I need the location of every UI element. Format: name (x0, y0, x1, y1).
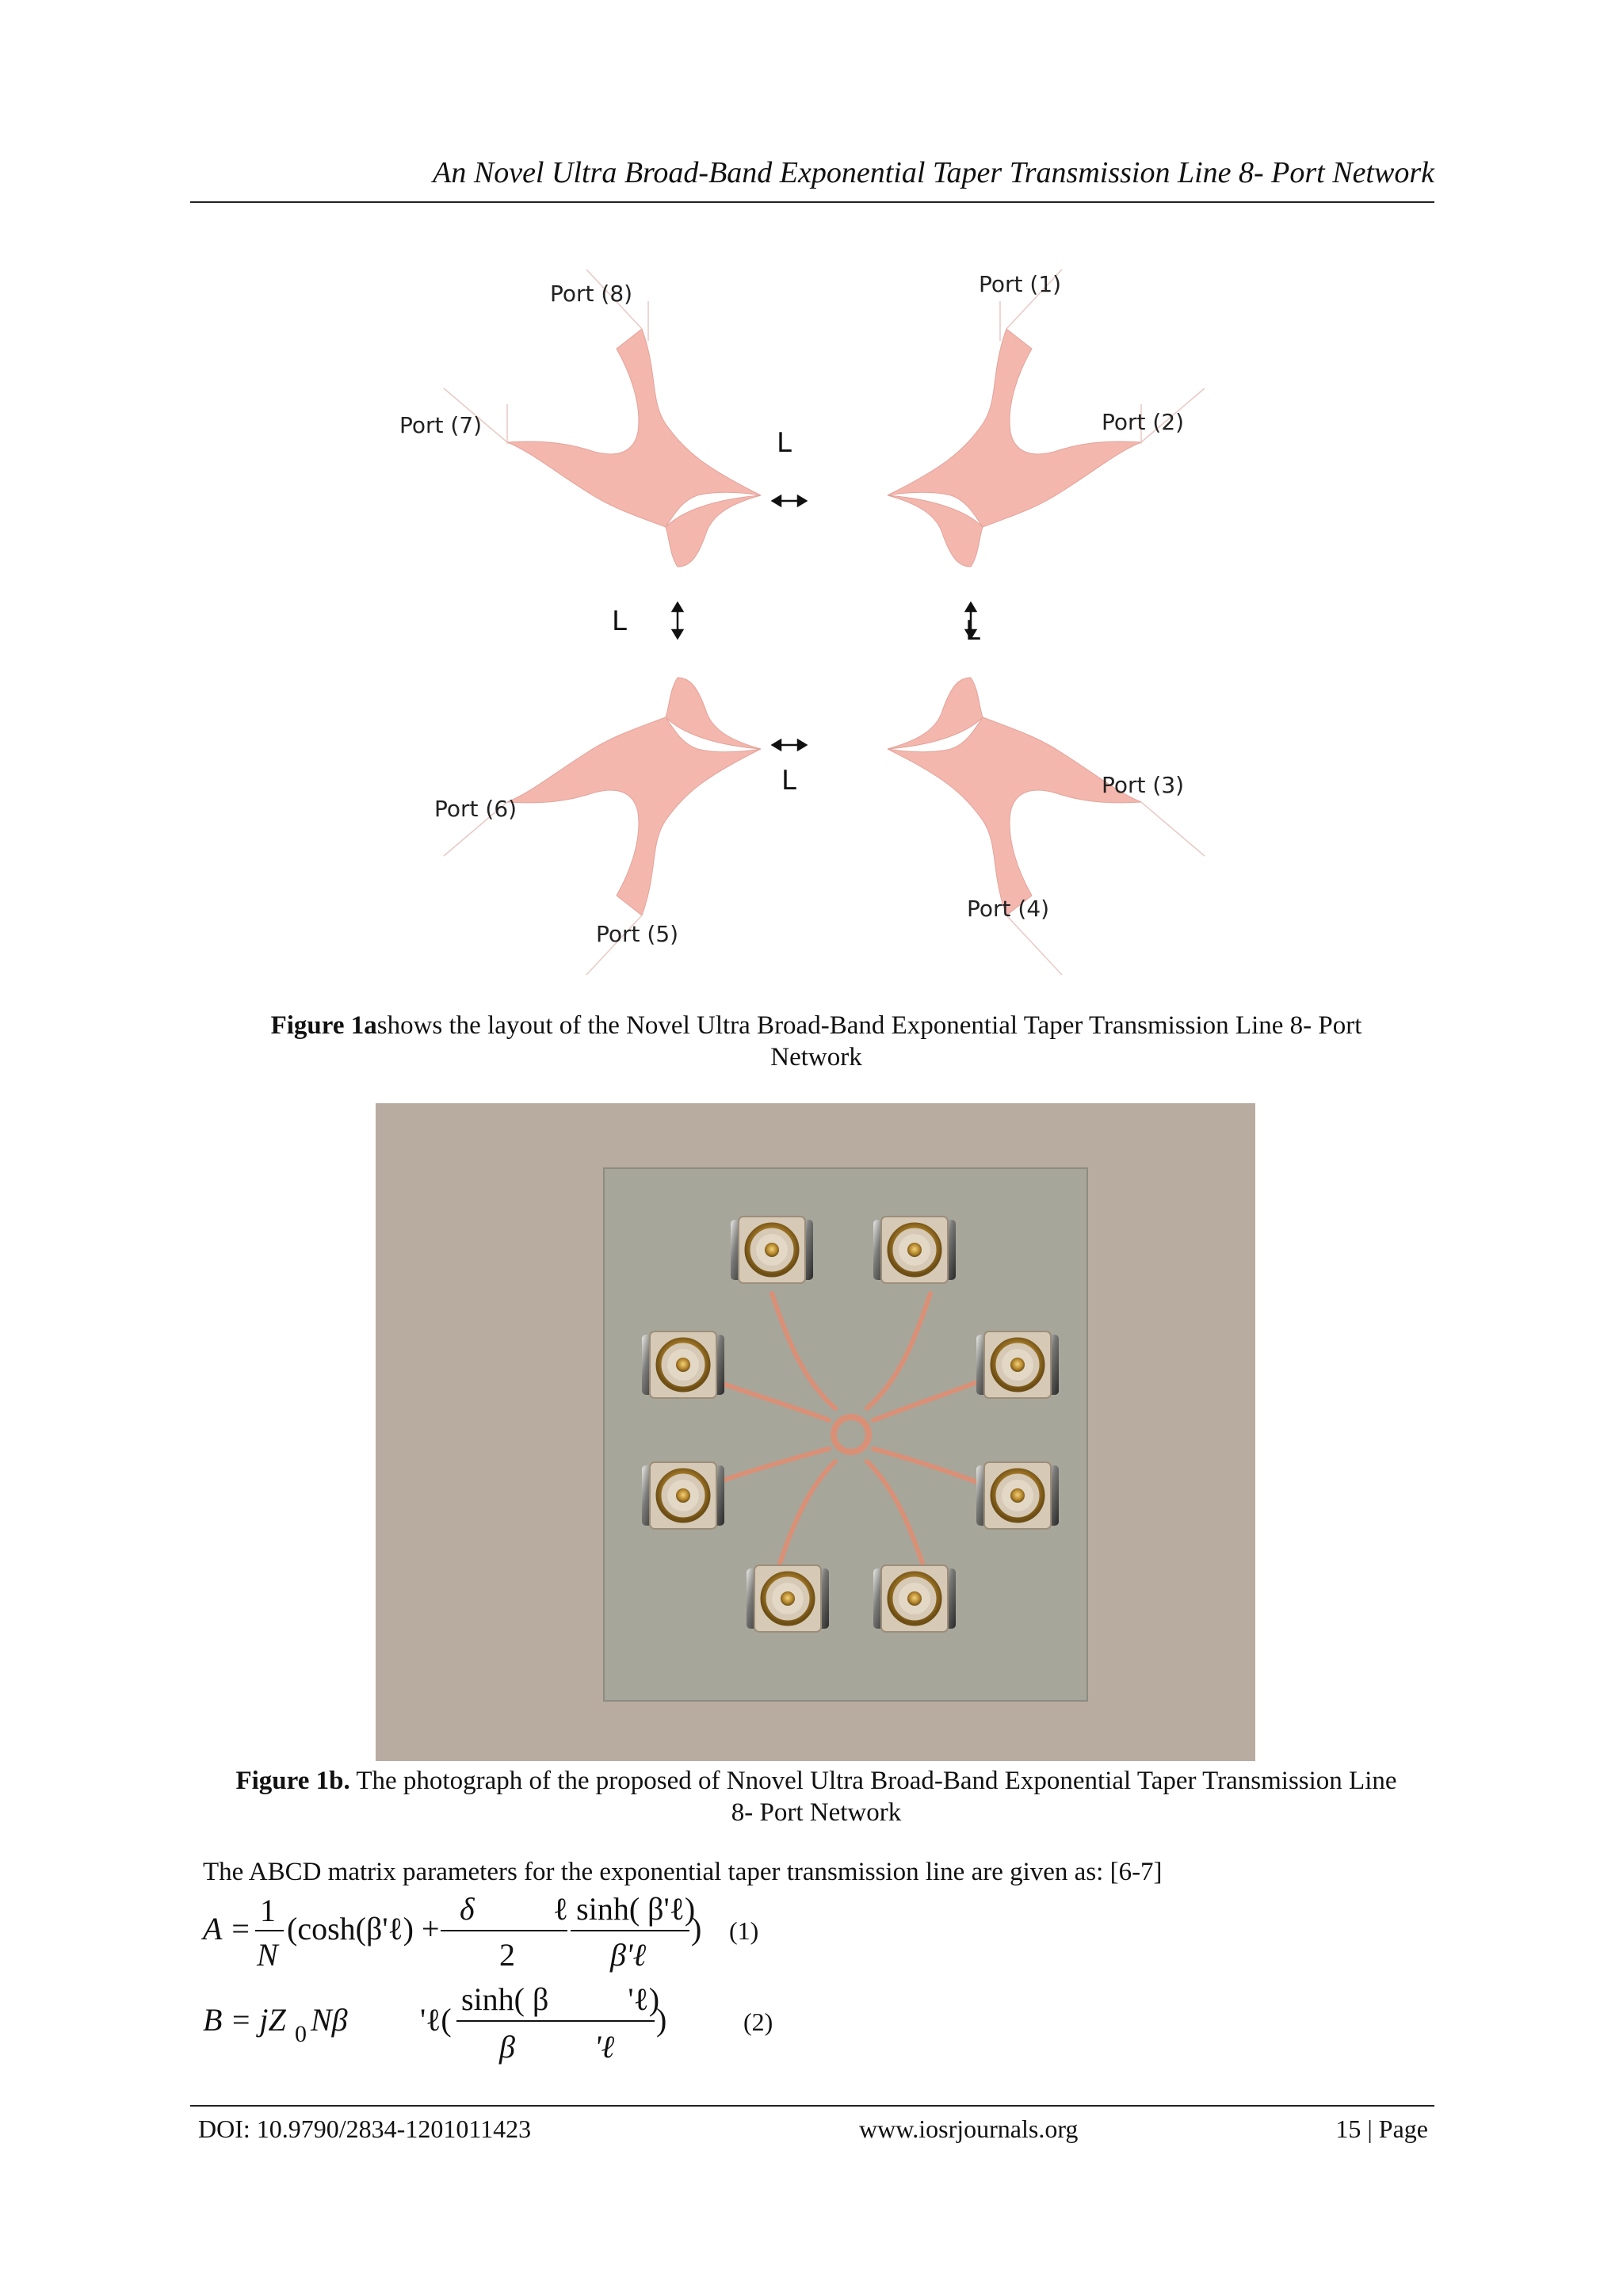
port-reference-lines (444, 269, 1205, 975)
port-label-2: Port (2) (1102, 409, 1185, 435)
gap-label-left: L (612, 606, 627, 637)
gap-arrows (673, 496, 976, 750)
eq1-term1: (cosh(β'ℓ) + (287, 1911, 440, 1946)
caption-1b-text: The photograph of the proposed of Nnovel Ultra Broad-Band Exponential Taper Transmission Line (349, 1767, 1397, 1795)
port-label-5: Port (5) (596, 921, 679, 947)
port-label-7: Port (7) (399, 412, 483, 438)
caption-1b-label: Figure 1b. (235, 1767, 350, 1795)
port-label-3: Port (3) (1102, 772, 1185, 798)
eq1-number: (1) (729, 1916, 759, 1945)
eq1-frac3-num: ℓ sinh( β'ℓ) (553, 1894, 696, 1927)
eq1-frac1-den: N (257, 1937, 278, 1973)
figure-1a-caption (222, 1010, 1411, 1073)
eq2-sub: 0 (295, 2021, 307, 2047)
eq1-lhs: A = (203, 1911, 251, 1946)
figure-1a-layout (396, 254, 1252, 983)
figure-1b-photograph (376, 1103, 1255, 1761)
eq2-close: ) (656, 2002, 667, 2038)
port-label-6: Port (6) (434, 796, 517, 822)
eq2-frac-den: β 'ℓ (499, 2029, 615, 2065)
eq1-close: ) (691, 1911, 702, 1946)
eq2-lhs: B = jZ (203, 2002, 286, 2038)
footer-doi: DOI: 10.9790/2834-1201011423 (198, 2115, 532, 2143)
running-title: An Novel Ultra Broad-Band Exponential Taper Transmission Line 8- Port Network (433, 156, 1434, 189)
eq2-mid: Nβ (311, 2002, 348, 2038)
port-label-8: Port (8) (550, 281, 633, 307)
running-header (190, 151, 1434, 203)
eq1-frac2-num: δ (460, 1894, 475, 1927)
caption-1a-label: Figure 1a (270, 1011, 377, 1040)
eq1-frac3-den: β'ℓ (610, 1937, 647, 1973)
figure-1b-caption (198, 1765, 1434, 1828)
port-label-1: Port (1) (979, 271, 1062, 297)
caption-1b-line2: 8- Port Network (731, 1798, 902, 1827)
pcb-substrate (604, 1168, 1087, 1701)
footer-page-number: 15 | Page (1335, 2115, 1428, 2143)
eq2-pre: 'ℓ( (420, 2002, 452, 2038)
taper-network (507, 329, 1141, 915)
eq2-number: (2) (743, 2008, 773, 2036)
body-paragraph: The ABCD matrix parameters for the exponential taper transmission line are given as: [6-7] (203, 1858, 1163, 1886)
eq1-frac2-den: 2 (499, 1937, 515, 1973)
gap-label-top: L (777, 427, 792, 459)
page-footer (190, 2105, 1434, 2154)
port-label-4: Port (4) (967, 896, 1050, 922)
gap-label-right: L (965, 615, 980, 647)
caption-1a-text: shows the layout of the Novel Ultra Broad-Band Exponential Taper Transmission Line 8- Port (376, 1011, 1362, 1040)
eq2-frac-num: sinh( β 'ℓ) (461, 1981, 660, 2017)
gap-label-bottom: L (781, 765, 796, 797)
caption-1a-line2: Network (770, 1043, 862, 1072)
eq1-frac1-num: 1 (260, 1894, 276, 1928)
footer-website: www.iosrjournals.org (859, 2115, 1079, 2143)
equations-block (198, 1894, 991, 2084)
